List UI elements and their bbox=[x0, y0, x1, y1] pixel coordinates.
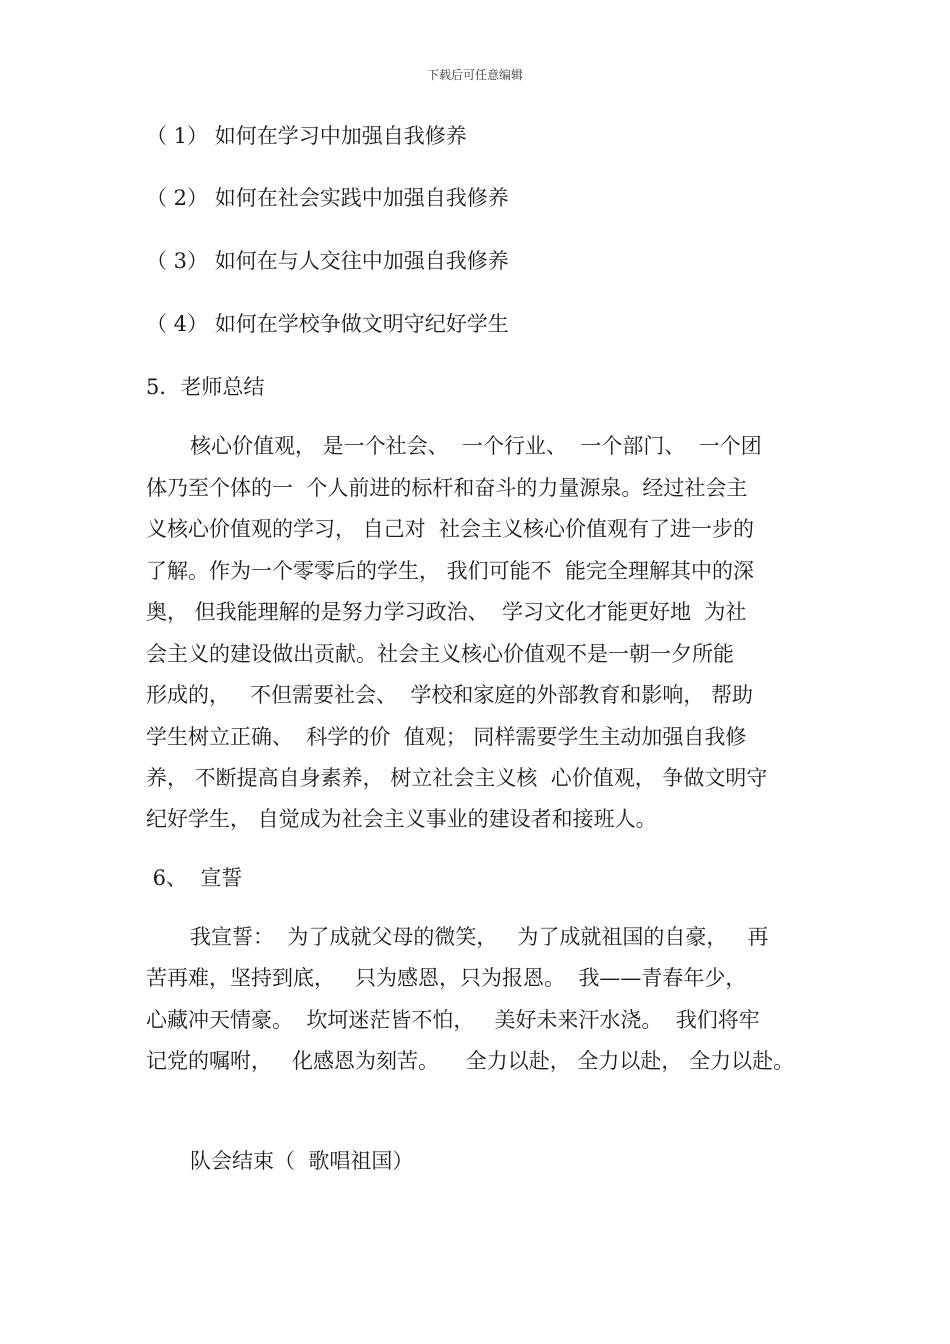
paragraph-line: 义核心价值观的学习， 自己对 社会主义核心价值观有了进一步的 bbox=[146, 517, 755, 541]
closing-line: 队会结束（ 歌唱祖国） bbox=[190, 1149, 414, 1173]
list-item: （ 1） 如何在学习中加强自我修养 bbox=[146, 124, 467, 148]
page-header: 下载后可任意编辑 bbox=[426, 68, 523, 82]
paragraph-line: 体乃至个体的一 个人前进的标杆和奋斗的力量源泉。经过社会主 bbox=[146, 476, 748, 500]
list-item: （ 4） 如何在学校争做文明守纪好学生 bbox=[146, 312, 509, 336]
paragraph-line: 了解。作为一个零零后的学生， 我们可能不 能完全理解其中的深 bbox=[146, 559, 755, 583]
paragraph-line: 奥， 但我能理解的是努力学习政治、 学习文化才能更好地 为社 bbox=[146, 600, 747, 624]
paragraph-line: 形成的， 不但需要社会、 学校和家庭的外部教育和影响， 帮助 bbox=[146, 683, 754, 707]
oath-line: 苦再难，坚持到底， 只为感恩，只为报恩。 我——青春年少， bbox=[146, 966, 747, 990]
list-item: （ 3） 如何在与人交往中加强自我修养 bbox=[146, 249, 509, 273]
oath-line: 记党的嘱咐， 化感恩为刻苦。 全力以赴， 全力以赴， 全力以赴。 bbox=[146, 1049, 795, 1073]
section-heading: 5．老师总结 bbox=[146, 375, 265, 399]
paragraph-line: 纪好学生， 自觉成为社会主义事业的建设者和接班人。 bbox=[146, 807, 657, 831]
list-item: （ 2） 如何在社会实践中加强自我修养 bbox=[146, 186, 509, 210]
oath-line: 心藏冲天情豪。 坎坷迷茫皆不怕， 美好未来汗水浇。 我们将牢 bbox=[146, 1008, 760, 1032]
paragraph-line: 养， 不断提高自身素养， 树立社会主义核 心价值观， 争做文明守 bbox=[146, 766, 768, 790]
oath-line: 我宣誓： 为了成就父母的微笑， 为了成就祖国的自豪， 再 bbox=[190, 925, 769, 949]
section-heading: 6、 宣誓 bbox=[146, 866, 243, 890]
paragraph-line: 学生树立正确、 科学的价 值观； 同样需要学生主动加强自我修 bbox=[146, 725, 747, 749]
paragraph-line: 会主义的建设做出贡献。社会主义核心价值观不是一朝一夕所能 bbox=[146, 642, 734, 666]
paragraph-line: 核心价值观， 是一个社会、 一个行业、 一个部门、 一个团 bbox=[190, 434, 762, 458]
